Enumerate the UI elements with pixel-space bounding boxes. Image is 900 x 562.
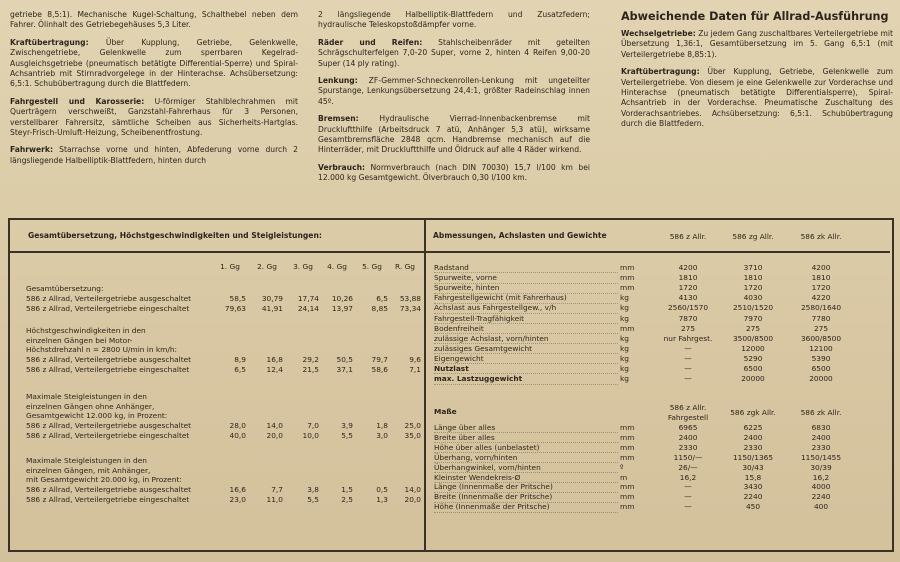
table-row-label: Überhang, vorn/hinten [434, 453, 618, 463]
table-cell: 10,26 [331, 293, 353, 303]
table-row-label: 586 z Allrad, Verteilergetriebe eingeschaltet [26, 365, 190, 374]
table-cell: 1150/— [673, 452, 703, 462]
table-row-label: 586 z Allrad, Verteilergetriebe eingeschaltet [26, 431, 190, 440]
table-row-label: Höhe über alles (unbelastet) [434, 443, 618, 453]
table-cell: 275 [680, 323, 696, 333]
table-cell: 1150/1455 [800, 452, 842, 462]
paragraph-kraftuebertragung-allrad [621, 67, 893, 129]
table-cell: 28,0 [229, 420, 246, 430]
unit-label: mm [620, 432, 635, 442]
table-cell: 1810 [811, 273, 831, 283]
table-cell: nur Fahrgest. [663, 333, 713, 343]
table-cell: 16,2 [679, 472, 697, 482]
table-cell: 20000 [809, 374, 833, 384]
paragraph-getriebe [10, 10, 298, 31]
unit-label: kg [620, 303, 629, 313]
table-cell: 41,91 [261, 303, 283, 313]
table-row-label: Breite über alles [434, 433, 618, 443]
table-cell: 12100 [809, 343, 833, 353]
table-cell: 29,2 [302, 354, 319, 364]
table-row-label: Bodenfreiheit [434, 324, 618, 334]
table-row-label: Eigengewicht [434, 354, 618, 364]
section-title-line: Maximale Steigleistungen in den [26, 392, 147, 401]
left-table-heading: Gesamtübersetzung, Höchstgeschwindigkeiten und Steigleistungen: [28, 231, 322, 240]
table-cell: 23,0 [229, 495, 246, 504]
table-cell: 8,9 [234, 354, 246, 364]
table-cell: 4200 [678, 263, 698, 272]
table-row-label: Nutzlast [434, 364, 618, 374]
table-cell: 2330 [811, 442, 831, 452]
heading-rule-right [426, 251, 890, 253]
unit-label: mm [620, 442, 635, 452]
table-cell: 275 [745, 323, 761, 333]
table-row-label: Überhangwinkel, vorn/hinten [434, 463, 618, 473]
paragraph-label: Räder und Reifen: [318, 37, 423, 47]
table-cell: 1720 [743, 283, 763, 293]
table-cell: 21,5 [302, 365, 319, 374]
text-column-2 [318, 10, 590, 191]
section-title-line: einzelnen Gängen bei Motor- [26, 335, 133, 345]
table-row-label: Fahrgestell-Tragfähigkeit [434, 314, 618, 324]
table-cell: 14,0 [266, 420, 283, 430]
section-title-line: Gesamtgewicht 12.000 kg, in Prozent: [26, 411, 168, 421]
gear-column-header: 2. Gg [257, 262, 277, 271]
table-cell: 4220 [811, 293, 831, 303]
table-cell: 6500 [811, 364, 831, 373]
table-cell: 2560/1570 [667, 303, 709, 313]
table-cell: 1810 [678, 273, 698, 283]
table-cell: 50,5 [336, 354, 353, 364]
paragraph-text: Über Kupplung, Getriebe, Gelenkwelle, Zwischengetriebe, Gelenkwelle zum sperrbaren Kegelrad-Ausgleichsgetriebe (pneumatisch betätigte Differential-Sperre) und Spiral-Achsantrieb mit Stirnradvorgelege in der Hinterachse. Achsübersetzung: 6,5:1. Schubübertragung durch die Blattfedern. [10, 37, 298, 89]
paragraph-text: Zu jedem Gang zuschaltbares Verteilergetriebe mit Übersetzung 1,36:1, Gesamtübersetzung im 5. Gang 6,5:1 (mit Verteilergetriebe 8,85:1). [621, 29, 893, 59]
table-cell: — [684, 374, 692, 384]
table-cell: 9,6 [409, 354, 421, 364]
heading-rule-left [10, 251, 424, 253]
paragraph-lenkung [318, 76, 590, 107]
table-cell: 13,97 [331, 303, 353, 313]
paragraph-text: Stahlscheibenräder mit geteilten Schrägschulterfelgen 7,0-20 Super, vorne 2, hinten 4 Reifen 9,00-20 Super (14 ply rating). [318, 37, 590, 68]
table-cell: 1,5 [341, 484, 353, 494]
unit-label: mm [620, 273, 635, 283]
table-cell: 5,5 [307, 495, 319, 504]
table-cell: — [684, 353, 692, 363]
table-cell: 3500/8500 [732, 333, 774, 343]
gear-column-header: R. Gg [395, 262, 415, 271]
unit-label: kg [620, 293, 629, 303]
masse-column-header: Fahrgestell [667, 412, 709, 422]
table-row-label: Länge (Innenmaße der Pritsche) [434, 482, 618, 492]
table-cell: 20,0 [266, 431, 283, 440]
paragraph-wechselgetriebe [621, 29, 893, 60]
table-row-label: Länge über alles [434, 423, 618, 433]
table-cell: 7780 [811, 313, 831, 323]
table-row-label: Breite (Innenmaße der Pritsche) [434, 492, 618, 502]
unit-label: kg [620, 353, 629, 363]
table-cell: 2330 [678, 442, 698, 452]
paragraph-text: Über Kupplung, Getriebe, Gelenkwelle zum Verteilergetriebe. Von diesem je eine Gelenkwelle zur Vorderachse und Hinterachse (pneumatisch betätigte Differentialsperre), Spiral-Achsantrieb in der Vorderachse. Pneumatische Zuschaltung des Vorderachsantriebes. Achsübersetzung: 6,5:1. Schubübertragung durch die Blattfedern. [621, 67, 893, 129]
table-cell: 5390 [811, 353, 831, 363]
table-cell: 3,0 [376, 431, 388, 440]
unit-label: kg [620, 333, 629, 343]
unit-label: mm [620, 482, 635, 492]
right-column-header-1: 586 z Allr. [669, 232, 707, 241]
table-row-label: Höhe (Innenmaße der Pritsche) [434, 502, 618, 512]
table-cell: 7870 [678, 313, 698, 323]
table-cell: 4000 [811, 482, 831, 492]
table-cell: 1,3 [376, 495, 388, 504]
table-cell: 3600/8500 [800, 333, 842, 343]
table-cell: 3,9 [341, 420, 353, 430]
table-cell: 0,5 [376, 484, 388, 494]
table-cell: 450 [745, 502, 761, 512]
table-row-label: Spurweite, hinten [434, 283, 618, 293]
table-cell: — [684, 502, 692, 512]
table-row-label: 586 z Allrad, Verteilergetriebe ausgeschaltet [26, 420, 192, 430]
table-cell: 1720 [678, 283, 698, 293]
paragraph-label: Wechselgetriebe: [621, 29, 696, 38]
table-cell: 6225 [743, 423, 763, 432]
table-cell: 16,6 [229, 484, 246, 494]
paragraph-text: ZF-Gemmer-Schneckenrollen-Lenkung mit ungeteilter Spurstange, Lenkungsübersetzung 24,4:1, größter Radeinschlag innen 45º. [318, 76, 590, 106]
masse-column-header: 586 zgk Allr. [730, 408, 776, 417]
table-cell: 6,5 [234, 365, 246, 374]
table-cell: 79,63 [224, 303, 246, 313]
table-cell: — [684, 492, 692, 502]
paragraph-label: Kraftübertragung: [621, 67, 700, 77]
unit-label: mm [620, 283, 635, 293]
gear-column-header: 5. Gg [362, 262, 382, 271]
unit-label: m [620, 472, 628, 482]
section-title-line: einzelnen Gängen, mit Anhänger, [26, 465, 151, 475]
paragraph-label: Fahrgestell und Karosserie: [10, 96, 145, 106]
table-row-label: Achslast aus Fahrgestellgew., v/h [434, 303, 618, 313]
section-title-line: Höchstgeschwindigkeiten in den [26, 326, 146, 335]
table-cell: 58,5 [229, 293, 246, 303]
table-row-label: max. Lastzuggewicht [434, 374, 618, 384]
gear-column-header: 3. Gg [293, 262, 313, 271]
unit-label: kg [620, 313, 629, 323]
paragraph-kraftuebertragung [10, 38, 298, 90]
table-cell: 5290 [743, 353, 763, 363]
unit-label: kg [620, 343, 629, 353]
masse-heading: Maße [434, 407, 457, 416]
table-cell: 2240 [743, 492, 763, 502]
table-cell: 1,8 [376, 420, 388, 430]
table-cell: 3710 [743, 263, 763, 272]
table-cell: 30/43 [742, 462, 764, 472]
table-cell: 12,4 [266, 365, 283, 374]
table-cell: 3430 [743, 482, 763, 492]
table-cell: 7,1 [409, 365, 421, 374]
table-row-label: 586 z Allrad, Verteilergetriebe eingeschaltet [26, 303, 190, 313]
masse-column-header: 586 z Allr. [669, 403, 707, 412]
section-title-line: Maximale Steigleistungen in den [26, 456, 147, 465]
table-cell: 8,85 [371, 303, 388, 313]
table-cell: — [684, 482, 692, 492]
paragraph-text: getriebe 8,5:1). Mechanische Kugel-Schaltung, Schalthebel neben dem Fahrer. Ölinhalt des Getriebegehäuses 5,3 Liter. [10, 10, 298, 30]
table-cell: 2,5 [341, 495, 353, 504]
table-cell: — [684, 364, 692, 373]
paragraph-raeder [318, 38, 590, 69]
paragraph-verbrauch [318, 163, 590, 184]
table-cell: 20,0 [404, 495, 421, 504]
unit-label: mm [620, 263, 635, 272]
unit-label: mm [620, 452, 635, 462]
table-cell: 2400 [678, 432, 698, 442]
paragraph-federn [318, 10, 590, 31]
table-cell: 30/39 [810, 462, 832, 472]
unit-label: kg [620, 364, 629, 373]
table-row-label: 586 z Allrad, Verteilergetriebe eingeschaltet [26, 495, 190, 504]
table-cell: 12000 [741, 343, 765, 353]
paragraph-label: Fahrwerk: [10, 145, 54, 155]
table-cell: 16,8 [266, 354, 283, 364]
paragraph-text: 2 längsliegende Halbelliptik-Blattfedern und Zusatzfedern; hydraulische Teleskopstoßdämpfer vorne. [318, 10, 590, 30]
table-cell: 6500 [743, 364, 763, 373]
paragraph-text: Hydraulische Vierrad-Innenbackenbremse mit Druckluftthilfe (Arbeitsdruck 7 atü, Anhänger 5,3 atü), wirksame Gesamtbremsfläche 2848 qcm. Handbremse mechanisch auf die Hinterräder, mit Druckluftthilfe und Öldruck auf alle 4 Räder wirkend. [318, 114, 590, 155]
table-cell: 15,8 [744, 472, 762, 482]
table-cell: 25,0 [404, 420, 421, 430]
section-title-line: Höchstdrehzahl n = 2800 U/min in km/h: [26, 345, 178, 355]
table-cell: 16,2 [812, 472, 830, 482]
table-cell: 400 [813, 502, 829, 512]
table-row-label: 586 z Allrad, Verteilergetriebe ausgeschaltet [26, 354, 192, 364]
gear-column-header: 4. Gg [327, 262, 347, 271]
table-row-label: 586 z Allrad, Verteilergetriebe ausgeschaltet [26, 293, 192, 303]
table-cell: 2400 [811, 432, 831, 442]
table-cell: 14,0 [404, 484, 421, 494]
table-cell: 10,0 [302, 431, 319, 440]
right-table-heading: Abmessungen, Achslasten und Gewichte [433, 231, 607, 240]
section-title-line: mit Gesamtgewicht 20.000 kg, in Prozent: [26, 475, 182, 485]
text-column-1 [10, 10, 298, 173]
paragraph-text: Starrachse vorne und hinten, Abfederung vorne durch 2 längsliegende Halbelliptik-Blattfedern, hinten durch [10, 145, 298, 165]
table-cell: 79,7 [371, 354, 388, 364]
table-cell: 4030 [743, 293, 763, 303]
masse-column-header: 586 zk Allr. [800, 408, 842, 417]
table-cell: 6965 [678, 423, 698, 432]
table-row-label: zulässige Achslast, vorn/hinten [434, 334, 618, 344]
table-cell: 2400 [743, 432, 763, 442]
table-cell: 2240 [811, 492, 831, 502]
paragraph-fahrwerk [10, 145, 298, 166]
table-cell: 53,88 [399, 293, 421, 303]
table-cell: 1810 [743, 273, 763, 283]
table-cell: 1720 [811, 283, 831, 293]
text-column-3 [621, 10, 893, 137]
table-cell: 37,1 [336, 365, 353, 374]
paragraph-label: Bremsen: [318, 114, 359, 124]
paragraph-fahrgestell [10, 97, 298, 139]
unit-label: mm [620, 492, 635, 502]
table-cell: 35,0 [404, 431, 421, 440]
unit-label: kg [620, 374, 629, 384]
table-cell: 4200 [811, 263, 831, 272]
table-cell: 26/— [678, 462, 698, 472]
table-cell: 2330 [743, 442, 763, 452]
allrad-heading: Abweichende Daten für Allrad-Ausführung [621, 10, 889, 23]
paragraph-label: Verbrauch: [318, 162, 366, 172]
table-cell: 7970 [743, 313, 763, 323]
unit-label: mm [620, 423, 635, 432]
table-row-label: Kleinster Wendekreis-Ø [434, 473, 618, 483]
unit-label: º [620, 462, 624, 472]
table-row-label: zulässiges Gesamtgewicht [434, 344, 618, 354]
section-title-line: Gesamtübersetzung: [26, 284, 104, 293]
table-cell: 5,5 [341, 431, 353, 440]
table-cell: 3,8 [307, 484, 319, 494]
table-cell: 40,0 [229, 431, 246, 440]
paragraph-label: Lenkung: [318, 76, 358, 86]
unit-label: mm [620, 323, 635, 333]
table-row-label: Radstand [434, 263, 618, 273]
paragraph-text: Normverbrauch (nach DIN 70030) 15,7 l/100 km bei 12.000 kg Gesamtgewicht. Ölverbrauch 0,30 l/100 km. [318, 162, 590, 183]
table-cell: 4130 [678, 293, 698, 303]
table-cell: 1150/1365 [732, 452, 774, 462]
table-row-label: Spurweite, vorne [434, 273, 618, 283]
paragraph-label: Kraftübertragung: [10, 37, 89, 47]
paragraph-bremsen [318, 114, 590, 156]
table-cell: 6830 [811, 423, 831, 432]
right-column-header-2: 586 zg Allr. [732, 232, 774, 241]
right-column-header-3: 586 zk Allr. [800, 232, 842, 241]
table-cell: 6,5 [376, 293, 388, 303]
table-cell: 73,34 [399, 303, 421, 313]
table-cell: 58,6 [371, 365, 388, 374]
table-cell: 24,14 [297, 303, 319, 313]
table-row-label: Fahrgestellgewicht (mit Fahrerhaus) [434, 293, 618, 303]
table-cell: 2510/1520 [732, 303, 774, 313]
table-cell: 11,0 [266, 495, 283, 504]
table-cell: — [684, 343, 692, 353]
unit-label: mm [620, 502, 635, 512]
table-cell: 7,0 [307, 420, 319, 430]
table-divider [424, 218, 426, 550]
section-title-line: einzelnen Gängen ohne Anhänger, [26, 401, 155, 411]
table-cell: 30,79 [261, 293, 283, 303]
table-cell: 2580/1640 [800, 303, 842, 313]
table-cell: 275 [813, 323, 829, 333]
paragraph-text: U-förmiger Stahlblechrahmen mit Querträgern verschweißt, Ganzstahl-Fahrerhaus für 3 Personen, verstellbarer Fahrersitz, sämtliche Scheiben aus Sicherheits-Hartglas. Steyr-Frisch-Umluft-Heizung, Scheibenentfrostung. [10, 96, 298, 138]
table-cell: 20000 [741, 374, 765, 384]
table-cell: 7,7 [271, 484, 283, 494]
table-row-label: 586 z Allrad, Verteilergetriebe ausgeschaltet [26, 484, 192, 494]
table-cell: 17,74 [297, 293, 319, 303]
gear-column-header: 1. Gg [220, 262, 240, 271]
